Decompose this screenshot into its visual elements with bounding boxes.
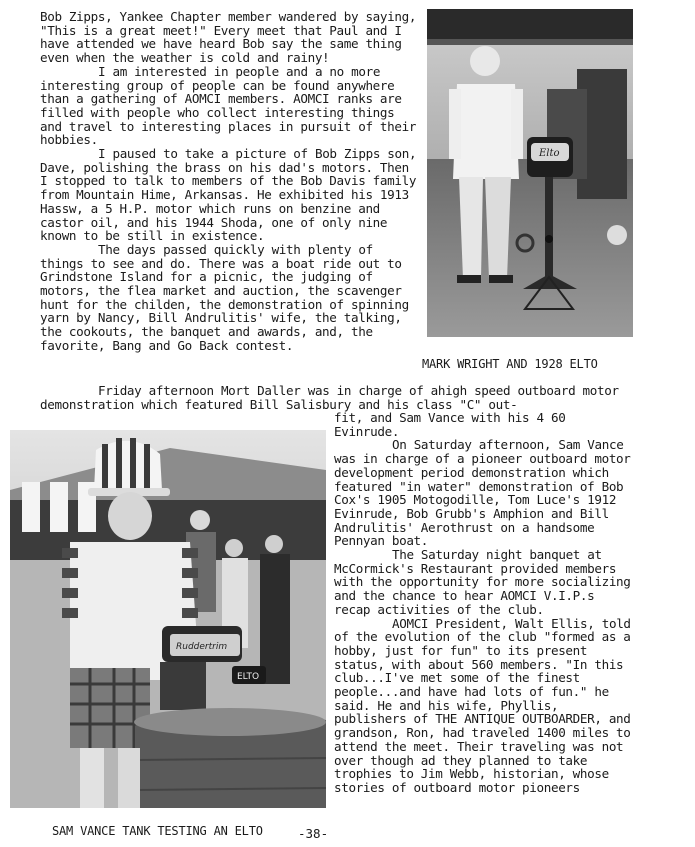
- photo-mark-wright-image: [427, 9, 633, 337]
- full-width-paragraph: [40, 384, 636, 411]
- photo-sam-vance-image: [10, 430, 326, 808]
- ruddertrim-motor-label: Ruddertrim: [176, 642, 228, 652]
- elto-badge-label: ELTO: [237, 672, 260, 682]
- elto-motor-label: Elto: [539, 148, 560, 159]
- paragraph-days-passed: The days passed quickly with plenty of things to see and do. There was a boat ride out to Grindstone Island for a picnic, the judging of motors, the flea market and auction, the scavenger hunt for the childen, the demonstration of spinning yarn by Nancy, Bill Andrulitis' wife, the talking, the cookouts, the banquet and awards, and, the favorite, Bang and Go Back contest.: [40, 241, 409, 353]
- paragraph-saturday-banquet: The Saturday night banquet at McCormick's Restaurant provided members with the opportunity for more socializing and the chance to hear AOMCI V.I.P.s recap activities of the club.: [334, 547, 631, 617]
- photo-sam-vance-tank: [10, 430, 326, 808]
- paragraph-interested-in-people: I am interested in people and a no more interesting group of people can be found anywhere than a gathering of AOMCI members. AOMCI ranks are filled with people who collect interesting things and travel to interesting places in pursuit of their hobbies.: [40, 63, 417, 148]
- page-number: -38-: [298, 826, 329, 841]
- paragraph-fit-sam-vance: fit, and Sam Vance with his 4 60 Evinrude.: [334, 410, 566, 439]
- paragraph-saturday-afternoon: On Saturday afternoon, Sam Vance was in charge of a pioneer outboard motor development period demonstration which featured "in water" demonstration of Bob Cox's 1905 Motogodille, Tom Luce's 1912 Evinrude, Bob Grubb's Amphion and Bill Andrulitis' Aerothrust on a handsome Pennyan boat.: [334, 437, 631, 549]
- right-column: [334, 411, 636, 795]
- paragraph-walt-ellis: AOMCI President, Walt Ellis, told of the evolution of the club "formed as a hobby, just for fun" to its present status, with about 560 members. "In this club...I've met some of the finest people...and have had lots of fun." he said. He and his wife, Phyllis, publishers of THE ANTIQUE OUTBOARDER, and grandson, Ron, had traveled 1400 miles to attend the meet. Their traveling was not over though ad they planned to take trophies to Jim Webb, historian, whose stories of outboard motor pioneers: [334, 615, 631, 795]
- left-column: [40, 10, 422, 353]
- caption-sam-vance: SAM VANCE TANK TESTING AN ELTO: [52, 824, 263, 838]
- photo-mark-wright-elto: [427, 9, 633, 337]
- caption-mark-wright: MARK WRIGHT AND 1928 ELTO: [422, 357, 598, 371]
- paragraph-picture-dave: I paused to take a picture of Bob Zipps son, Dave, polishing the brass on his dad's motors. Then I stopped to talk to members of the Bob Davis family from Mountain Hime, Arkansas. He exhibited his 1913 Hassw, a 5 H.P. motor which runs on benzine and castor oil, and his 1944 Shoda, one of only nine known to be still in existence.: [40, 146, 417, 244]
- paragraph-friday-afternoon: Friday afternoon Mort Daller was in charge of ahigh speed outboard motor demonstration which featured Bill Salisbury and his class "C" out-: [40, 383, 619, 412]
- paragraph-bob-zipps: Bob Zipps, Yankee Chapter member wandered by saying, "This is a great meet!" Every meet that Paul and I have attended we have heard Bob say the same thing even when the weather is cold and rainy!: [40, 9, 417, 66]
